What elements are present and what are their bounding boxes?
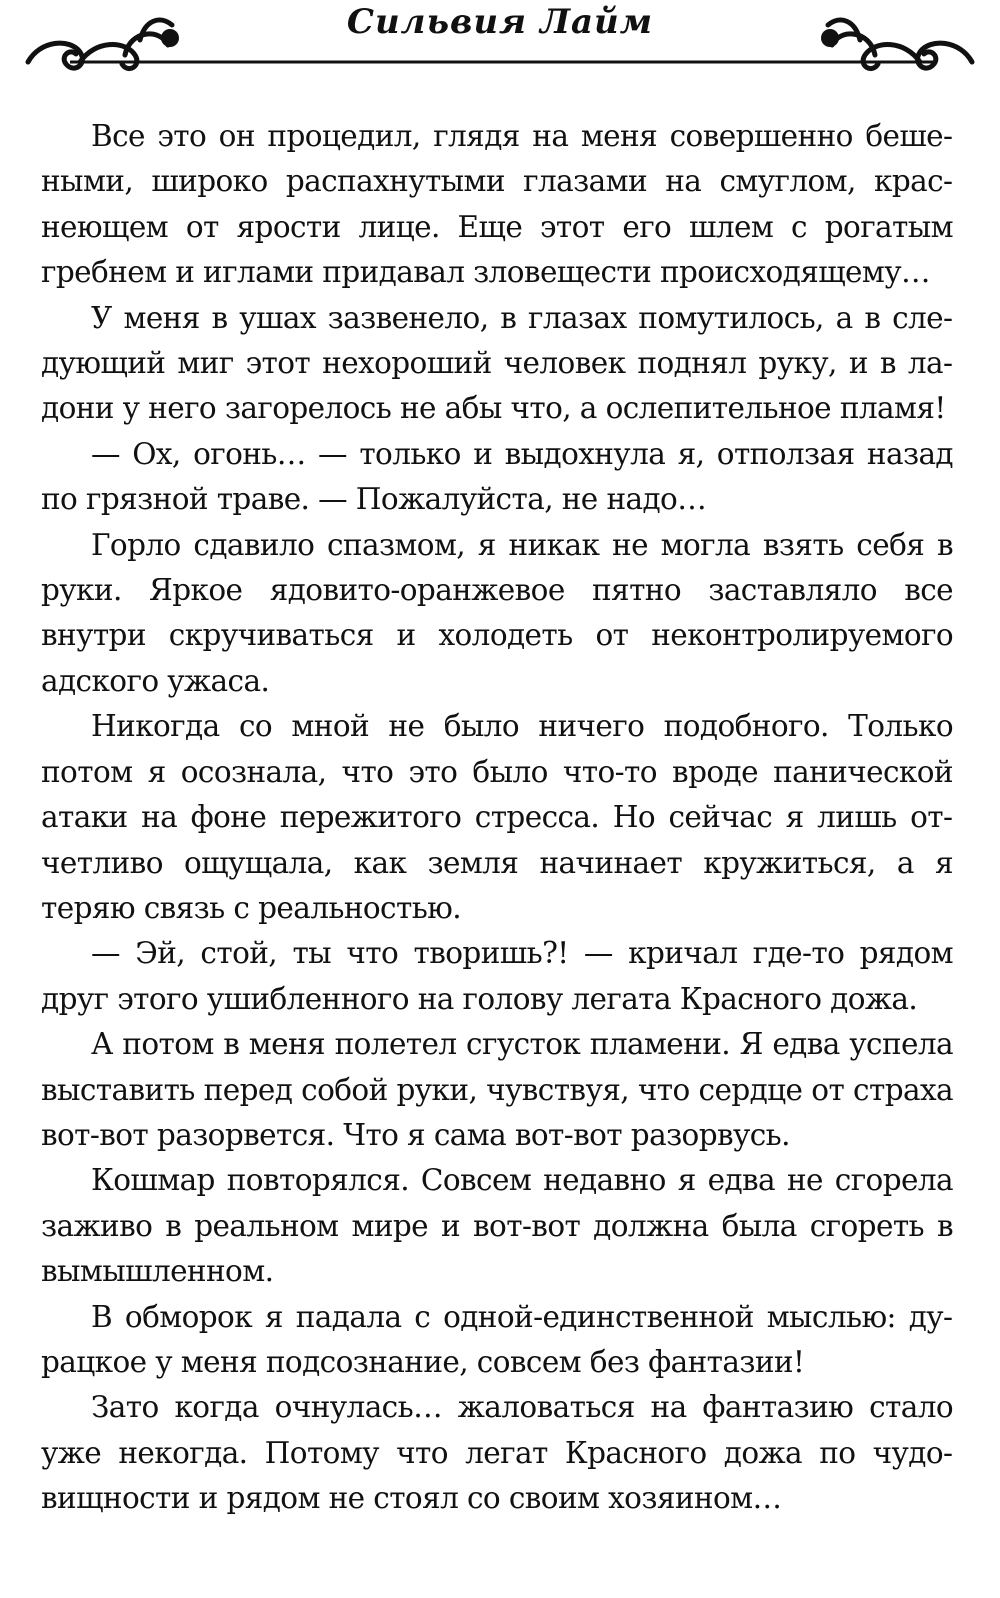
author-name: Сильвия Лайм <box>346 2 654 42</box>
paragraph: Кошмар повторялся. Совсем недавно я едва не сгорела заживо в реальном мире и вот-вот должна была сгореть в вымышленном. <box>41 1163 953 1289</box>
paragraph: — Эй, стой, ты что творишь?! — кричал где-то рядом друг этого ушибленного на голову легата Красного дожа. <box>41 936 953 1016</box>
paragraph: Горло сдавило спазмом, я никак не могла взять себя в руки. Яркое ядовито-оранжевое пятно заставляло все внутри скручиваться и холодеть от неконтролируемого адского ужаса. <box>41 527 953 698</box>
paragraph: Зато когда очнулась… жаловаться на фантазию стало уже некогда. Потому что легат Красного дожа по чудовищности и рядом не стоял со своим хозяином… <box>41 1390 953 1516</box>
paragraph: У меня в ушах зазвенело, в глазах помутилось, а в следующий миг этот нехороший человек поднял руку, и в ладони у него загорелось не абы что, а ослепительное пламя! <box>41 300 953 426</box>
paragraph: А потом в меня полетел сгусток пламени. Я едва успела выставить перед собой руки, чувствуя, что сердце от страха вот-вот разорвется. Что я сама вот-вот разорвусь. <box>41 1027 953 1152</box>
paragraph: Никогда со мной не было ничего подобного. Только потом я осознала, что это было что-то вроде панической атаки на фоне пережитого стресса. Но сейчас я лишь отчетливо ощущала, как земля начинает кружиться, а я теряю связь с реальностью. <box>41 709 953 925</box>
paragraph: В обморок я падала с одной-единственной мыслью: дурацкое у меня подсознание, совсем без фантазии! <box>41 1299 953 1379</box>
running-header <box>0 0 1000 110</box>
paragraph: — Ох, огонь… — только и выдохнула я, отползая назад по грязной траве. — Пожалуйста, не надо… <box>41 436 953 517</box>
body-text <box>41 114 953 1522</box>
paragraph: Все это он процедил, глядя на меня совершенно бешеными, широко распахнутыми глазами на смуглом, краснеющем от ярости лице. Еще этот его шлем с рогатым гребнем и иглами придавал зловещести происходящему… <box>41 119 953 290</box>
